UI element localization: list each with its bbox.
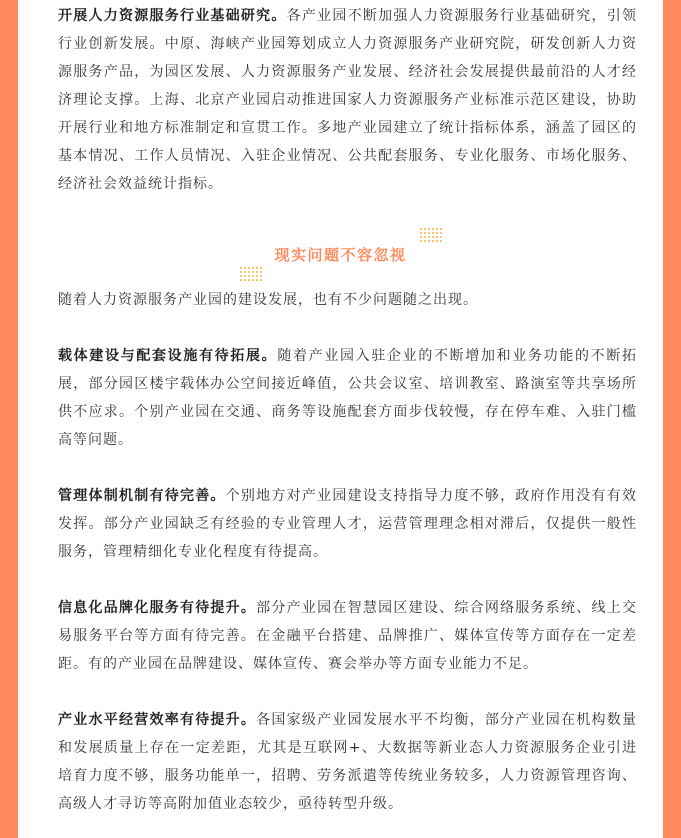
paragraph-text: 各产业园不断加强人力资源服务行业基础研究，引领行业创新发展。中原、海峡产业园筹划成立人力资源服务产业研究院，研发创新人力资源服务产品，为园区发展、人力资源服务产业发展、经济社会发展提供最前沿的人才经济理论支撑。上海、北京产业园启动推进国家人力资源服务产业标准示范区建设，协助开展行业和地方标准制定和宣贯工作。多地产业园建立了统计指标体系，涵盖了园区的基本情况、工作人员情况、入驻企业情况、公共配套服务、专业化服务、市场化服务、经济社会效益统计指标。 xyxy=(58,8,638,192)
problem-text: 部分产业园在智慧园区建设、综合网络服务系统、线上交易服务平台等方面有待完善。在金融平台搭建、品牌推广、媒体宣传等方面存在一定差距。有的产业园在品牌建设、媒体宣传、赛会举办等方面专业能力不足。 xyxy=(58,600,638,672)
problem-text: 随着产业园入驻企业的不断增加和业务功能的不断拓展，部分园区楼宇载体办公空间接近峰值，公共会议室、培训教室、路演室等共享场所供不应求。个别产业园在交通、商务等设施配套方面步伐较慢，存在停车难、入驻门槛高等问题。 xyxy=(58,348,638,448)
problem-informatization-branding xyxy=(58,594,637,678)
problem-text: 各国家级产业园发展水平不均衡，部分产业园在机构数量和发展质量上存在一定差距，尤其是互联网+、大数据等新业态人力资源服务企业引进培育力度不够，服务功能单一，招聘、劳务派遣等传统业务较多，人力资源管理咨询、高级人才寻访等高附加值业态较少，亟待转型升级。 xyxy=(58,712,638,812)
problem-heading: 产业水平经营效率有待提升。 xyxy=(58,712,257,728)
paragraph-basic-research xyxy=(58,2,637,198)
section-intro: 随着人力资源服务产业园的建设发展，也有不少问题随之出现。 xyxy=(58,292,478,308)
dot-pattern-icon xyxy=(420,228,442,242)
problem-text: 个别地方对产业园建设支持指导力度不够，政府作用没有有效发挥。部分产业园缺乏有经验的专业管理人才，运营管理理念相对滞后，仅提供一般性服务，管理精细化专业化程度有待提高。 xyxy=(58,488,638,560)
problem-heading: 信息化品牌化服务有待提升。 xyxy=(58,600,257,616)
problem-management-system xyxy=(58,482,637,566)
article-body xyxy=(18,0,663,838)
problem-carrier-facilities xyxy=(58,342,637,454)
problem-heading: 管理体制机制有待完善。 xyxy=(58,488,226,504)
section-title: 现实问题不容忽视 xyxy=(274,246,407,264)
paragraph-heading: 开展人力资源服务行业基础研究。 xyxy=(58,8,287,24)
problem-heading: 载体建设与配套设施有待拓展。 xyxy=(58,348,278,364)
problem-industry-efficiency xyxy=(58,706,637,818)
dot-pattern-icon xyxy=(240,267,262,281)
